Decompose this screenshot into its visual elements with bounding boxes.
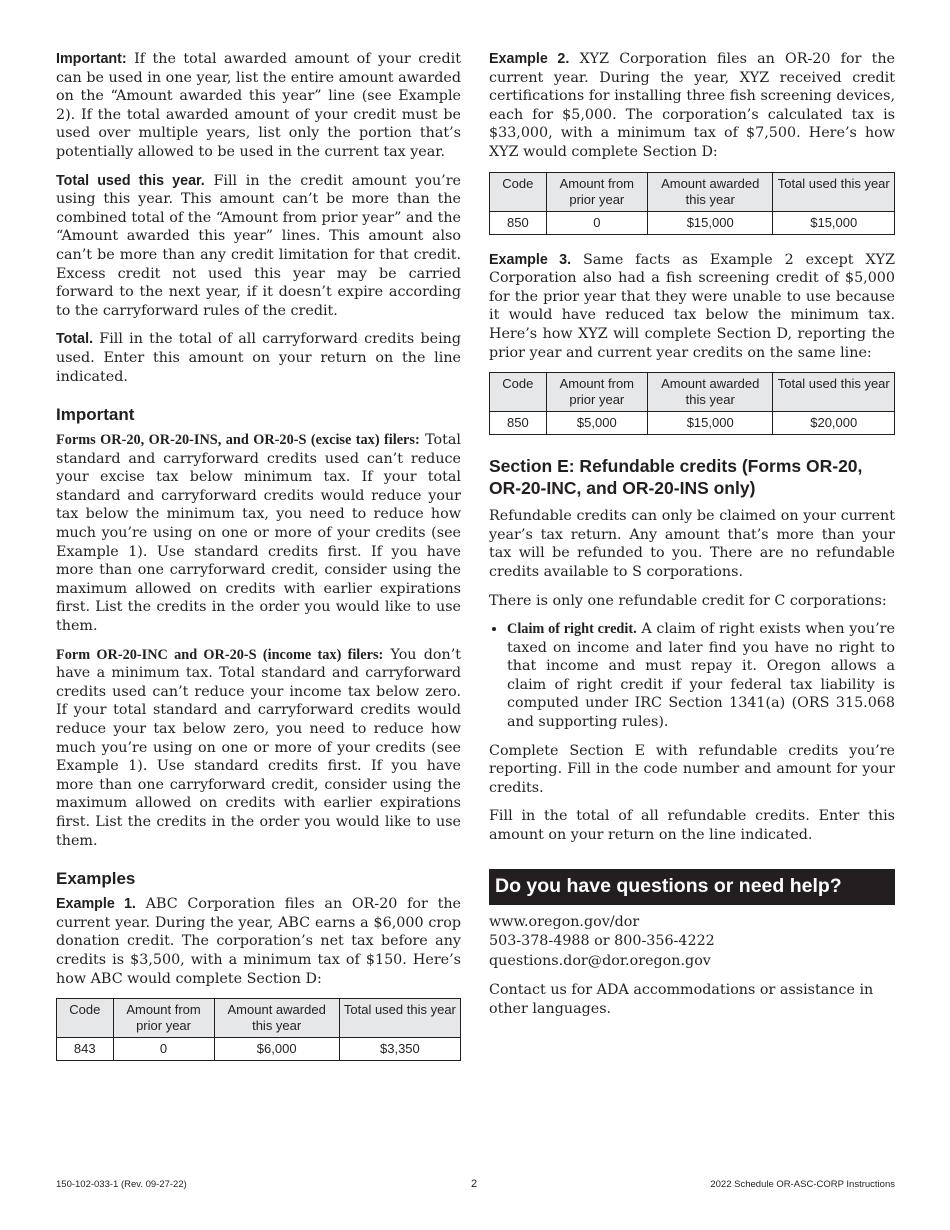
cell-awarded: $6,000: [214, 1038, 339, 1061]
header-total-used: Total used this year: [339, 999, 460, 1038]
cell-total-used: $15,000: [773, 211, 895, 234]
section-e-paragraph-3: Complete Section E with refundable credits you’re reporting. Fill in the code number and amount for your credits.: [489, 742, 895, 796]
cell-prior-year: 0: [113, 1038, 214, 1061]
cell-awarded: $15,000: [647, 412, 773, 435]
excise-filers-paragraph: Forms OR-20, OR-20-INS, and OR-20-S (excise tax) filers: Total standard and carryforward credits used can’t reduce your excise tax below minimum tax. If your total standard and carryforward credits would reduce your tax below the minimum tax, you need to reduce how much you’re using on one or more of your credits (see Example 1). Use standard credits first. If you have more than one carryforward credit, consider using the maximum allowed on credits with earlier expirations first. List the credits in the order you would like to use them.: [56, 432, 462, 635]
total-paragraph: Total. Fill in the total of all carryforward credits being used. Enter this amount on your return on the line indicated.: [56, 331, 461, 385]
example-1-table: [56, 998, 461, 1061]
section-e-heading: Section E: Refundable credits (Forms OR-20, OR-20-INC, and OR-20-INS only): [489, 456, 863, 499]
example-2-table: [489, 172, 895, 235]
paragraph-lead: Example 1.: [56, 896, 136, 913]
header-awarded: Amount awarded this year: [647, 172, 773, 211]
header-code: Code: [490, 373, 547, 412]
header-code: Code: [57, 999, 114, 1038]
table-row: [490, 211, 895, 234]
table-header-row: [490, 373, 895, 412]
footer-page-number: 2: [471, 1178, 478, 1190]
header-prior-year: Amount from prior year: [546, 172, 647, 211]
table-header-row: [490, 172, 895, 211]
cell-total-used: $3,350: [339, 1038, 460, 1061]
contact-block: [489, 913, 895, 972]
example-3-table: [489, 372, 895, 435]
table-row: [490, 412, 895, 435]
paragraph-lead: Forms OR-20, OR-20-INS, and OR-20-S (excise tax) filers:: [56, 432, 420, 449]
bullet-lead: Claim of right credit.: [507, 621, 637, 638]
cell-code: 850: [490, 211, 547, 234]
example-2-paragraph: Example 2. XYZ Corporation files an OR-20 for the current year. During the year, XYZ received credit certifications for installing three fish screening devices, each for $5,000. The corporation’s calculated tax is $33,000, with a minimum tax of $7,500. Here’s how XYZ would complete Section D:: [489, 51, 895, 160]
help-banner-heading: Do you have questions or need help?: [489, 869, 895, 905]
paragraph-lead: Form OR-20-INC and OR-20-S (income tax) filers:: [56, 646, 384, 663]
cell-awarded: $15,000: [647, 211, 773, 234]
email-link[interactable]: questions.dor@dor.oregon.gov: [489, 952, 711, 969]
important-paragraph: Important: If the total awarded amount of your credit can be used in one year, list the entire amount awarded on the “Amount awarded this year” line (see Example 2). If the total awarded amount of your credit must be used over multiple years, list only the portion that’s potentially allowed to be used in the current tax year.: [56, 51, 461, 160]
section-e-paragraph-4: Fill in the total of all refundable credits. Enter this amount on your return on the line indicated.: [489, 808, 895, 844]
income-filers-paragraph: Form OR-20-INC and OR-20-S (income tax) filers: You don’t have a minimum tax. Total standard and carryforward credits used can’t reduce your income tax below zero. If your total standard and carryforward credits would reduce your tax below zero, you need to reduce how much you’re using on one or more of your credits (see Example 1). Use standard credits first. If you have more than one carryforward credit, consider using the maximum allowed on credits with earlier expirations first. List the credits in the order you would like to use them.: [56, 646, 461, 849]
header-prior-year: Amount from prior year: [113, 999, 214, 1038]
header-awarded: Amount awarded this year: [647, 373, 773, 412]
example-3-paragraph: Example 3. Same facts as Example 2 except XYZ Corporation also had a fish screening credit of $5,000 for the prior year that they were unable to use because it would have reduced tax below the minimum tax. Here’s how XYZ will complete Section D, reporting the prior year and current year credits on the same line:: [489, 251, 896, 361]
cell-total-used: $20,000: [773, 412, 895, 435]
header-awarded: Amount awarded this year: [214, 999, 339, 1038]
right-column: [489, 50, 895, 1028]
cell-code: 850: [490, 412, 547, 435]
paragraph-lead: Example 2.: [489, 51, 570, 67]
example-1-paragraph: Example 1. ABC Corporation files an OR-20 for the current year. During the year, ABC earns a $6,000 crop donation credit. The corporation’s net tax before any credits is $3,500, with a minimum tax of $150. Here’s how ABC would complete Section D:: [56, 896, 462, 987]
examples-heading: Examples: [56, 869, 136, 889]
cell-code: 843: [57, 1038, 114, 1061]
section-e-paragraph-2: There is only one refundable credit for C corporations:: [489, 592, 887, 609]
refundable-credit-list: [489, 620, 895, 732]
table-header-row: [57, 999, 461, 1038]
phone-numbers: 503-378-4988 or 800-356-4222: [489, 933, 715, 950]
paragraph-lead: Example 3.: [489, 251, 572, 268]
cell-prior-year: 0: [546, 211, 647, 234]
table-row: [57, 1038, 461, 1061]
footer-doc-title: 2022 Schedule OR-ASC-CORP Instructions: [710, 1179, 895, 1190]
paragraph-lead: Total used this year.: [56, 172, 205, 189]
header-code: Code: [490, 172, 547, 211]
header-total-used: Total used this year: [773, 172, 895, 211]
important-heading: Important: [56, 405, 135, 425]
ada-paragraph: Contact us for ADA accommodations or assistance in other languages.: [489, 982, 874, 1017]
section-e-paragraph-1: Refundable credits can only be claimed on your current year’s tax return. Any amount that’s more than your tax will be refunded to you. There are no refundable credits available to S corporations.: [489, 508, 895, 580]
total-used-paragraph: Total used this year. Fill in the credit amount you’re using this year. This amount can’t be more than the combined total of the “Amount from prior year” and the “Amount awarded this year” lines. This amount also can’t be more than any credit limitation for that credit. Excess credit not used this year may be carried forward to the next year, if it doesn’t expire according to the carryforward rules of the credit.: [56, 172, 461, 319]
header-total-used: Total used this year: [773, 373, 895, 412]
website-link[interactable]: www.oregon.gov/dor: [489, 913, 640, 930]
paragraph-lead: Important:: [56, 51, 127, 67]
left-column: [56, 50, 461, 1077]
paragraph-lead: Total.: [56, 331, 94, 348]
footer-form-number: 150-102-033-1 (Rev. 09-27-22): [56, 1179, 187, 1190]
cell-prior-year: $5,000: [546, 412, 647, 435]
header-prior-year: Amount from prior year: [546, 373, 647, 412]
list-item: • Claim of right credit. A claim of right exists when you’re taxed on income and later find you have no right to that income and must repay it. Oregon allows a claim of right credit if your federal tax liability is computed under IRC Section 1341(a) (ORS 315.068 and supporting rules).: [507, 620, 895, 732]
